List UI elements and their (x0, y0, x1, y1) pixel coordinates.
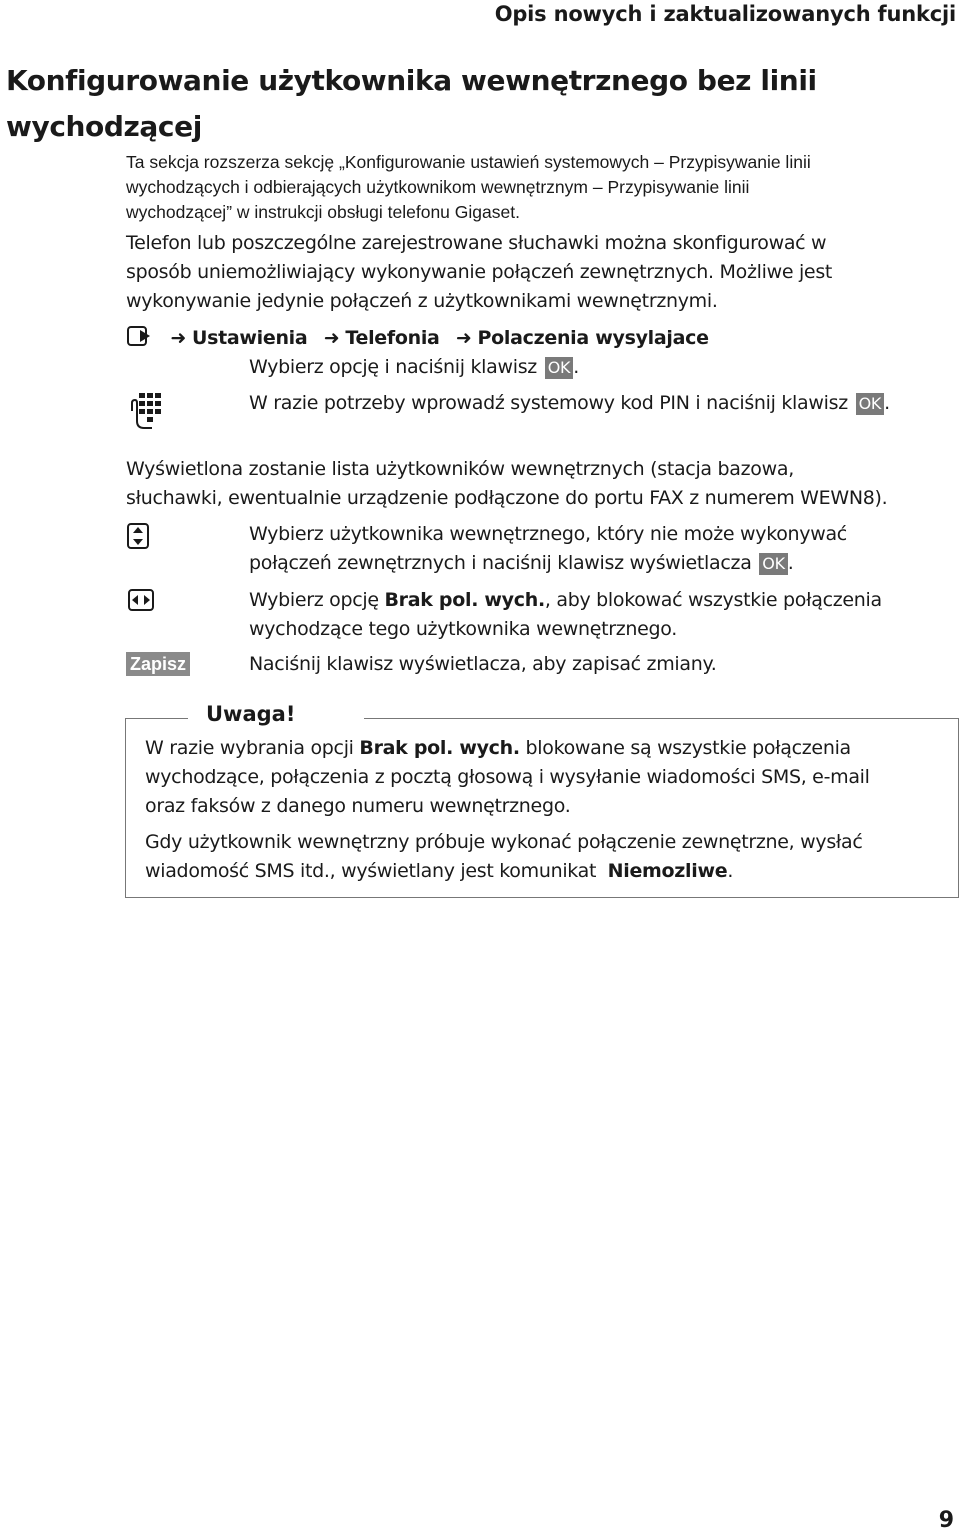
path-arrow: ➜ (170, 327, 186, 349)
menu-step-telefonia: Telefonia (345, 327, 440, 349)
list-description (126, 455, 956, 513)
note-text: W razie wybrania opcji (145, 737, 360, 759)
ok-key: OK (545, 357, 574, 379)
running-header: Opis nowych i zaktualizowanych funkcji (494, 2, 956, 26)
menu-step-ustawienia: Ustawienia (191, 327, 308, 349)
ok-key: OK (759, 553, 788, 575)
step-text: Naciśnij klawisz wyświetlacza, aby zapisać zmiany. (249, 653, 717, 675)
step-text: Wybierz opcję (249, 589, 385, 611)
menu-step-polaczenia: Polaczenia wysylajace (477, 327, 709, 349)
up-down-navigation-icon (126, 522, 152, 550)
note-text: wiadomość SMS itd., wyświetlany jest komunikat (145, 860, 608, 882)
page-number: 9 (938, 1508, 954, 1533)
note-text: blokowane są wszystkie połączenia (519, 737, 851, 759)
note-paragraph (145, 734, 945, 821)
step-text: wychodzące tego użytkownika wewnętrznego. (249, 618, 678, 640)
menu-path (126, 324, 709, 353)
box-border (126, 718, 188, 719)
paragraph-line: Wyświetlona zostanie lista użytkowników wewnętrznych (stacja bazowa, (126, 458, 794, 480)
intro-line: wychodzących i odbierających użytkownikom wewnętrznym – Przypisywanie linii (126, 177, 750, 197)
paragraph-line: słuchawki, ewentualnie urządzenie podłączone do portu FAX z numerem WEWN8). (126, 487, 888, 509)
step-text: , aby blokować wszystkie połączenia (544, 589, 882, 611)
message-name: Niemozliwe (607, 860, 728, 882)
ok-key: OK (856, 393, 885, 415)
section-title: Konfigurowanie użytkownika wewnętrznego bez linii wychodzącej (6, 64, 817, 143)
step-text: połączeń zewnętrznych i naciśnij klawisz wyświetlacza (249, 552, 752, 574)
note-title: Uwaga! (206, 702, 296, 726)
box-border (364, 718, 959, 719)
keypad-icon (126, 391, 166, 431)
option-name: Brak pol. wych. (359, 737, 520, 759)
left-right-navigation-icon (126, 588, 156, 614)
paragraph-line: Telefon lub poszczególne zarejestrowane słuchawki można skonfigurować w (126, 232, 827, 254)
note-text: oraz faksów z danego numeru wewnętrznego. (145, 795, 571, 817)
note-text: Gdy użytkownik wewnętrzny próbuje wykonać połączenie zewnętrzne, wysłać (145, 831, 863, 853)
description-paragraph (126, 229, 956, 316)
path-arrow: ➜ (455, 327, 472, 349)
note-box (125, 702, 959, 898)
paragraph-line: sposób uniemożliwiający wykonywanie połączeń zewnętrznych. Możliwe jest (126, 261, 833, 283)
intro-text (126, 150, 946, 225)
note-text: wychodzące, połączenia z pocztą głosową i wysyłanie wiadomości SMS, e-mail (145, 766, 870, 788)
paragraph-line: wykonywanie jedynie połączeń z użytkownikami wewnętrznymi. (126, 290, 718, 312)
intro-line: Ta sekcja rozszerza sekcję „Konfigurowanie ustawień systemowych – Przypisywanie linii (126, 152, 811, 172)
step-text: Wybierz opcję i naciśnij klawisz (249, 356, 537, 378)
intro-line: wychodzącej” w instrukcji obsługi telefonu Gigaset. (126, 202, 520, 222)
note-text: . (727, 860, 734, 882)
step-text: W razie potrzeby wprowadź systemowy kod PIN i naciśnij klawisz (249, 392, 848, 414)
note-paragraph (145, 828, 945, 886)
step-text: Wybierz użytkownika wewnętrznego, który nie może wykonywać (249, 523, 847, 545)
option-name: Brak pol. wych. (384, 589, 545, 611)
menu-key-icon (126, 324, 154, 348)
path-arrow: ➜ (323, 327, 340, 349)
zapisz-softkey: Zapisz (126, 652, 190, 676)
